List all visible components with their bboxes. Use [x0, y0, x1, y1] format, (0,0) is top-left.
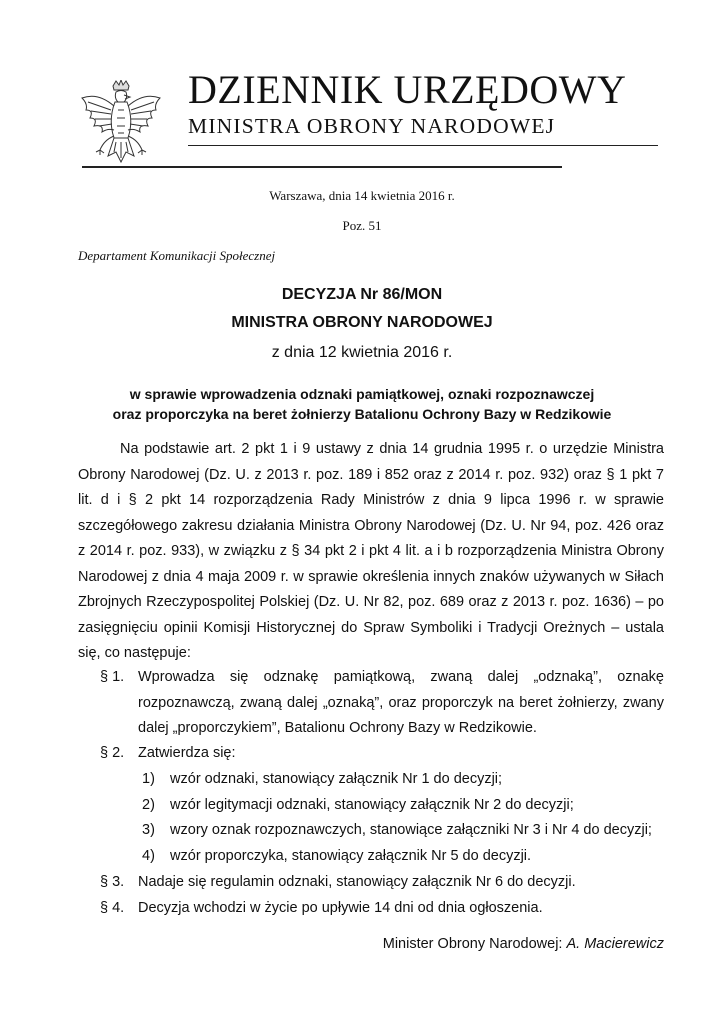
- list-item-number: 4): [142, 848, 155, 864]
- section-1: [100, 665, 664, 743]
- section-2: [100, 741, 664, 767]
- section-text: Wprowadza się odznakę pamiątkową, zwaną dalej „odznaką”, oznakę rozpoznawczą, zwaną dalej „oznaką”, oraz proporczyk na beret żołnierzy, zwany dalej „proporczykiem”, Batalionu Ochrony Bazy w Redzikowie.: [138, 669, 664, 736]
- position-number: Poz. 51: [342, 218, 382, 233]
- section-3: [100, 870, 664, 896]
- signature-name: A. Macierewicz: [566, 936, 664, 952]
- section-text: Zatwierdza się:: [138, 745, 236, 761]
- section-4: [100, 896, 664, 922]
- decision-title: DECYZJA Nr 86/MON: [281, 286, 443, 303]
- section-number: § 4.: [100, 900, 125, 916]
- masthead-title: DZIENNIK URZĘDOWY: [188, 67, 627, 112]
- signature-role: Minister Obrony Narodowej:: [382, 936, 563, 952]
- section-number: § 2.: [100, 745, 125, 761]
- preamble-paragraph: Na podstawie art. 2 pkt 1 i 9 ustawy z dnia 14 grudnia 1995 r. o urzędzie Ministra Obrony Narodowej (Dz. U. z 2013 r. poz. 189 i 852 oraz z 2014 r. poz. 932) oraz § 1 pkt 7 lit. d i § 2 pkt 14 rozporządzenia Rady Ministrów z dnia 9 lipca 1996 r. w sprawie szczegółowego zakresu działania Ministra Obrony Narodowej (Dz. U. Nr 94, poz. 426 oraz z 2014 r. poz. 933), w związku z § 34 pkt 2 i pkt 4 lit. a i b rozporządzenia Ministra Obrony Narodowej z dnia 4 maja 2009 r. w sprawie określenia innych znaków używanych w Siłach Zbrojnych Rzeczypospolitej Polskiej (Dz. U. Nr 82, poz. 689 oraz z 2013 r. poz. 1636) – po zasięgnięciu opinii Komisji Historycznej do Spraw Symboliki i Tradycji Oreżnych – ustala się, co następuje:: [78, 441, 664, 661]
- list-item-text: wzór proporczyka, stanowiący załącznik Nr 5 do decyzji.: [170, 848, 532, 864]
- list-item: [142, 818, 652, 844]
- section-number: § 3.: [100, 874, 125, 890]
- list-item-number: 1): [142, 771, 155, 787]
- subject-line-1: w sprawie wprowadzenia odznaki pamiątkowej, oznaki rozpoznawczej: [129, 386, 595, 402]
- decision-issuer: MINISTRA OBRONY NARODOWEJ: [231, 314, 493, 331]
- masthead-divider: [188, 145, 658, 146]
- section-text: Nadaje się regulamin odznaki, stanowiący załącznik Nr 6 do decyzji.: [138, 874, 576, 890]
- section-number: § 1.: [100, 669, 125, 685]
- list-item-number: 3): [142, 822, 155, 838]
- polish-eagle-emblem: [78, 80, 164, 172]
- list-item-number: 2): [142, 797, 155, 813]
- list-item: [142, 767, 502, 793]
- header-divider: [82, 166, 562, 168]
- list-item: [142, 844, 531, 870]
- place-date: Warszawa, dnia 14 kwietnia 2016 r.: [269, 188, 455, 203]
- decision-date: z dnia 12 kwietnia 2016 r.: [271, 344, 453, 361]
- subject-line-2: oraz proporczyka na beret żołnierzy Batalionu Ochrony Bazy w Redzikowie: [112, 406, 612, 422]
- decision-subject: [0, 384, 724, 424]
- masthead-subtitle: MINISTRA OBRONY NARODOWEJ: [188, 114, 556, 138]
- signature: [383, 936, 664, 952]
- list-item-text: wzór odznaki, stanowiący załącznik Nr 1 do decyzji;: [170, 771, 503, 787]
- department-name: Departament Komunikacji Społecznej: [78, 248, 276, 263]
- section-text: Decyzja wchodzi w życie po upływie 14 dni od dnia ogłoszenia.: [138, 900, 543, 916]
- list-item: [142, 793, 574, 819]
- list-item-text: wzory oznak rozpoznawczych, stanowiące załączniki Nr 3 i Nr 4 do decyzji;: [170, 822, 652, 838]
- list-item-text: wzór legitymacji odznaki, stanowiący załącznik Nr 2 do decyzji;: [170, 797, 574, 813]
